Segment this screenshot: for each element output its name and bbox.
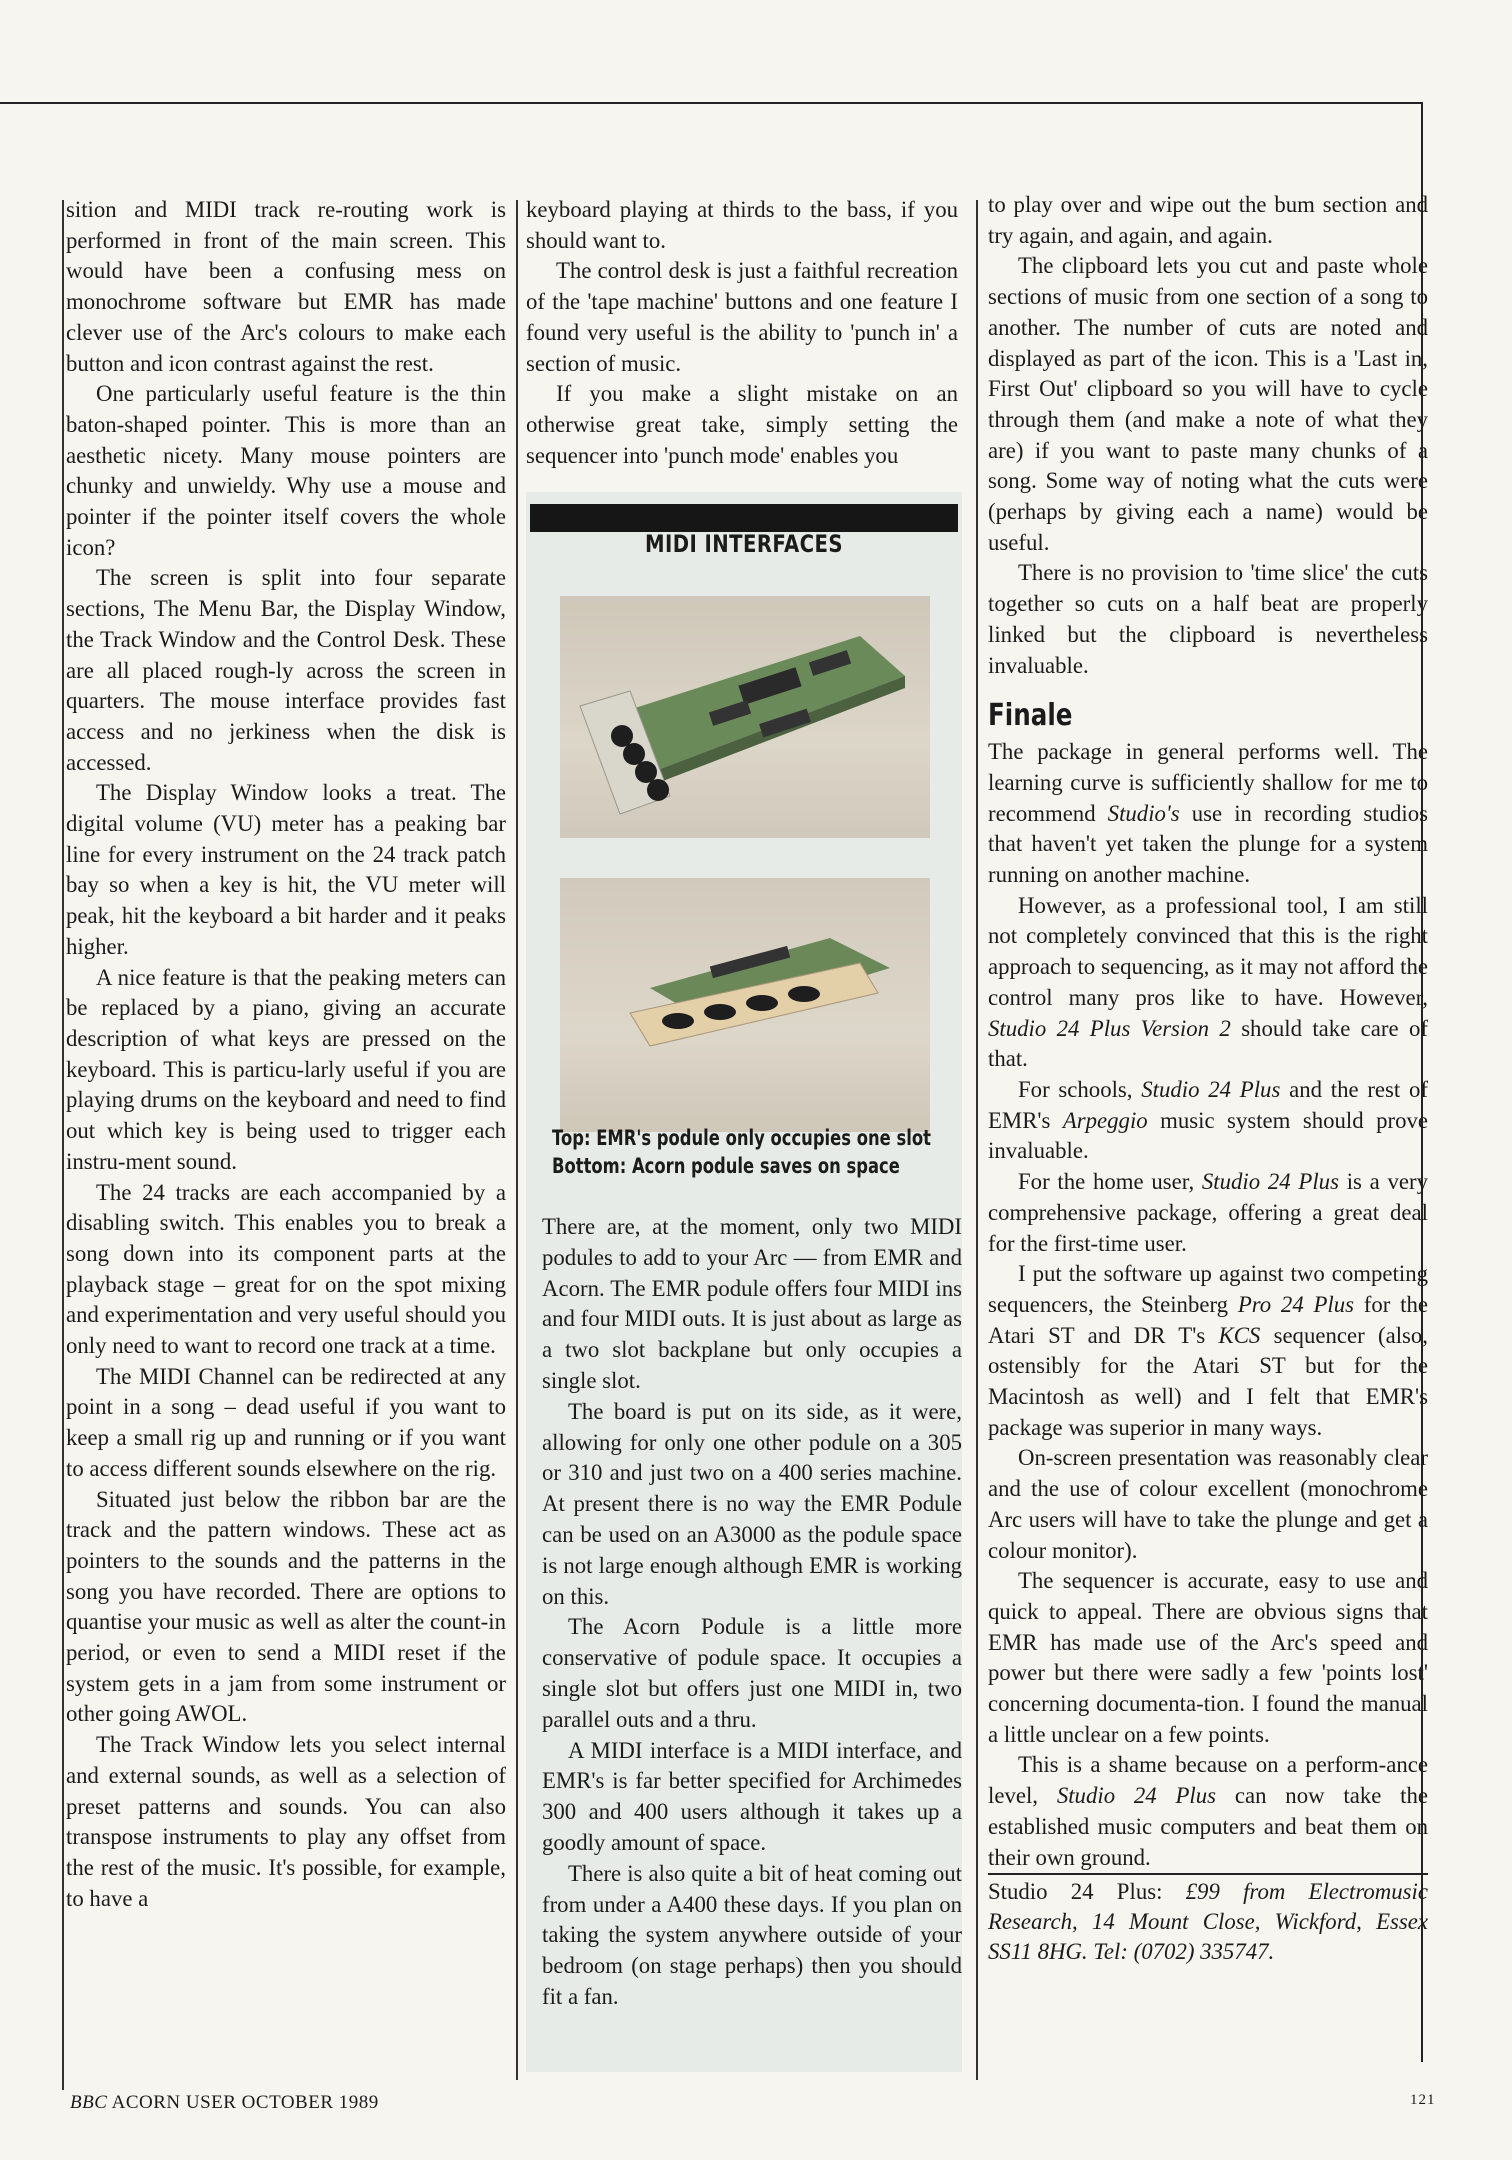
paragraph: There is no provision to 'time slice' the cuts together so cuts on a half beat are properly linked but the clipboard is nevertheless invaluable. [988,560,1428,678]
photo-caption [552,1124,931,1180]
column-rule-left [62,200,64,2090]
paragraph: For the home user, Studio 24 Plus is a very comprehensive package, offering a great deal for the first-time user. [988,1169,1428,1256]
paragraph: to play over and wipe out the bum section and try again, and again, and again. [988,192,1428,248]
column-1 [66,195,506,1914]
paragraph: The sequencer is accurate, easy to use and quick to appeal. There are obvious signs that EMR has made use of the Arc's speed and power but there were sadly a few 'points lost' concerning documenta-tion. I found the manual a little unclear on a few points. [988,1568,1428,1747]
paragraph: A nice feature is that the peaking meters can be replaced by a piano, giving an accurate description of what keys are pressed on the keyboard. This is particu-larly useful if you are playing drums on the keyboard and need to find out which key is being used to trigger each instru-ment sound. [66,964,506,1174]
footer-issue: ACORN USER OCTOBER 1989 [111,2092,379,2113]
paragraph: keyboard playing at thirds to the bass, if you should want to. [526,197,958,253]
emr-podule-photo [560,596,930,838]
paragraph: The 24 tracks are each accompanied by a disabling switch. This enables you to break a song down into its component parts at the playback stage – great for on the spot mixing and experimentation and very useful should you only need to want to record one track at a time. [66,1179,506,1359]
paragraph: The clipboard lets you cut and paste whole sections of music from one section of a song to another. The number of cuts are noted and displayed as part of the icon. This is a 'Last in, First Out' clipboard so you will have to cycle through them (and make a note of what they are) if you want to paste many chunks of a song. Some way of noting what the cuts were (perhaps by giving each a name) would be useful. [988,253,1428,555]
paragraph: The MIDI Channel can be redirected at any point in a song – dead useful if you want to keep a small rig up and running or if you want to access different sounds elsewhere on the rig. [66,1363,506,1481]
column-rule-middle [516,200,518,2080]
paragraph: The Acorn Podule is a little more conservative of podule space. It occupies a single slot but offers just one MIDI in, two parallel outs and a thru. [542,1614,962,1732]
paragraph: There are, at the moment, only two MIDI podules to add to your Arc — from EMR and Acorn. The EMR podule offers four MIDI ins and four MIDI outs. It is just about as large as a two slot backplane but only occupies a single slot. [542,1214,962,1393]
paragraph: This is a shame because on a perform-ance level, Studio 24 Plus can now take the established music computers and beat them on their own ground. [988,1752,1429,1870]
paragraph: One particularly useful feature is the thin baton-shaped pointer. This is more than an aesthetic nicety. Many mouse pointers are chunky and unwieldy. Why use a mouse and pointer if the pointer itself covers the whole icon? [66,381,506,560]
footer-brand: BBC [70,2092,108,2113]
top-rule [0,102,1422,104]
column-3 [988,190,1428,1967]
paragraph: The control desk is just a faithful recreation of the 'tape machine' buttons and one feature I found very useful is the ability to 'punch in' a section of music. [526,258,958,376]
sidebar-header-bar [530,504,958,532]
paragraph: Situated just below the ribbon bar are the track and the pattern windows. These act as pointers to the sounds and the patterns in the song you have recorded. There are options to quantise your music as well as alter the count-in period, or even to send a MIDI reset if the system gets in a jam from some instrument or other going AWOL. [66,1486,506,1727]
paragraph: For schools, Studio 24 Plus and the rest of EMR's Arpeggio music system should prove invaluable. [988,1076,1428,1164]
paragraph: However, as a professional tool, I am still not completely convinced that this is the right approach to sequencing, as it may not afford the control many pros like to have. However, Studio 24 Plus Version 2 should take care of that. [988,892,1428,1072]
paragraph: sition and MIDI track re-routing work is performed in front of the main screen. This would have been a confusing mess on monochrome software but EMR has made clever use of the Arc's colours to make each button and icon contrast against the rest. [66,197,506,376]
paragraph: The board is put on its side, as it were, allowing for only one other podule on a 305 or 310 and just two on a 400 series machine. At present there is no way the EMR Podule can be used on an A3000 as the podule space is not large enough although EMR is working on this. [542,1398,962,1609]
caption-line-bottom: Bottom: Acorn podule saves on space [552,1154,900,1178]
acorn-podule-photo [560,878,930,1132]
column-rule-right [976,200,978,2080]
paragraph: There is also quite a bit of heat coming out from under a A400 these days. If you plan on taking the system anywhere outside of your bedroom (on stage perhaps) then you should fit a fan. [542,1860,962,2009]
paragraph: The package in general performs well. The learning curve is sufficiently shallow for me to recommend Studio's use in recording studios that haven't yet taken the plunge for a system running on another machine. [988,739,1428,888]
footer-magazine-issue [70,2092,379,2114]
sidebar-title: MIDI INTERFACES [645,530,843,558]
section-heading-finale: Finale [988,698,1073,734]
column-2 [526,195,958,471]
product-credit: Studio 24 Plus: £99 from Electromusic Research, 14 Mount Close, Wickford, Essex SS11 8HG. Tel: (0702) 335747. [988,1873,1428,1967]
paragraph: If you make a slight mistake on an otherwise great take, simply setting the sequencer into 'punch mode' enables you [526,381,958,468]
paragraph: A MIDI interface is a MIDI interface, and EMR's is far better specified for Archimedes 300 and 400 users although it takes up a goodly amount of space. [542,1737,962,1855]
caption-line-top: Top: EMR's podule only occupies one slot [552,1126,931,1150]
paragraph: On-screen presentation was reasonably clear and the use of colour excellent (monochrome Arc users will have to take the plunge and get a colour monitor). [988,1445,1428,1563]
paragraph: The screen is split into four separate sections, The Menu Bar, the Display Window, the Track Window and the Control Desk. These are all placed rough-ly across the screen in quarters. The mouse interface provides fast access and no jerkiness when the disk is accessed. [66,565,506,775]
page-number: 121 [1410,2092,1436,2108]
paragraph: The Track Window lets you select internal and external sounds, as well as a selection of preset patterns and sounds. You can also transpose instruments to play any offset from the rest of the music. It's possible, for example, to have a [66,1732,506,1911]
paragraph: The Display Window looks a treat. The digital volume (VU) meter has a peaking bar line for every instrument on the 24 track patch bay so when a key is hit, the VU meter will peak, hit the keyboard a bit harder and it peaks higher. [66,780,506,959]
sidebar-text [542,1212,962,2013]
paragraph: I put the software up against two competing sequencers, the Steinberg Pro 24 Plus for the Atari ST and DR T's KCS sequencer (also, ostensibly for the Atari ST but for the Macintosh as well) and I felt that EMR's package was superior in many ways. [988,1261,1428,1440]
